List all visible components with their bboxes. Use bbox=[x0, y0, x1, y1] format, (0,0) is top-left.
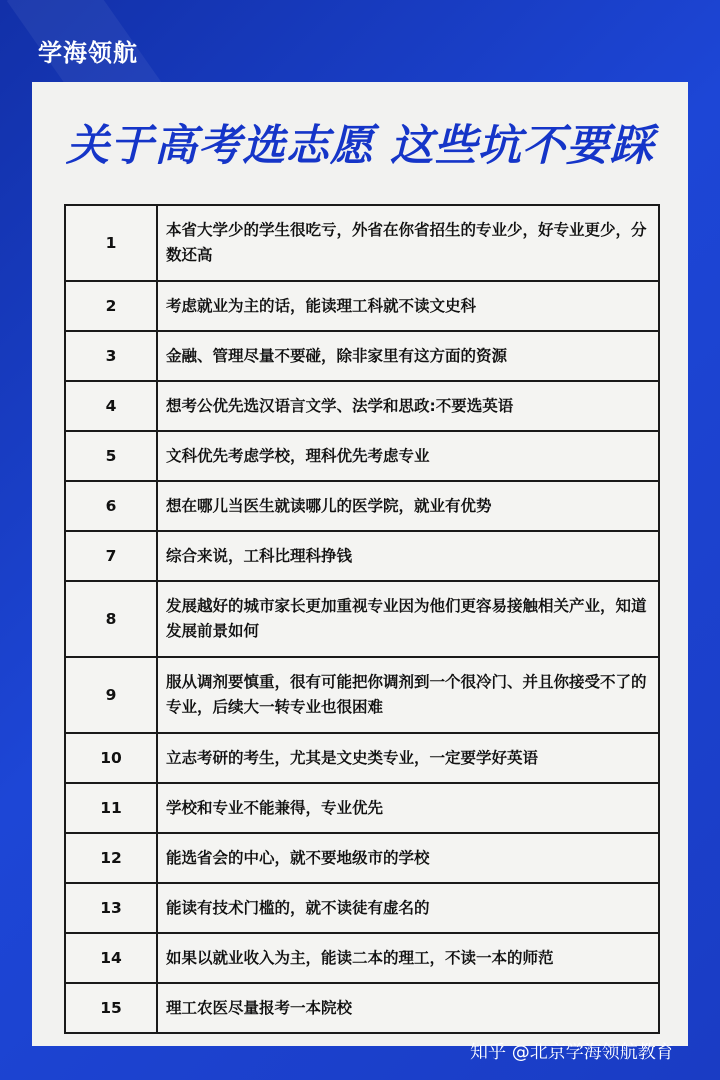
row-number: 14 bbox=[65, 933, 157, 983]
row-text: 如果以就业收入为主，能读二本的理工，不读一本的师范 bbox=[157, 933, 659, 983]
row-number: 2 bbox=[65, 281, 157, 331]
row-number: 8 bbox=[65, 581, 157, 657]
table-row bbox=[65, 657, 659, 733]
row-text: 理工农医尽量报考一本院校 bbox=[157, 983, 659, 1033]
table-row bbox=[65, 933, 659, 983]
table-row bbox=[65, 531, 659, 581]
row-text: 金融、管理尽量不要碰，除非家里有这方面的资源 bbox=[157, 331, 659, 381]
table-row bbox=[65, 783, 659, 833]
table-row bbox=[65, 331, 659, 381]
row-number: 9 bbox=[65, 657, 157, 733]
row-number: 7 bbox=[65, 531, 157, 581]
row-number: 15 bbox=[65, 983, 157, 1033]
row-number: 5 bbox=[65, 431, 157, 481]
tips-table bbox=[64, 204, 660, 1034]
table-row bbox=[65, 481, 659, 531]
row-text: 立志考研的考生，尤其是文史类专业，一定要学好英语 bbox=[157, 733, 659, 783]
row-text: 综合来说，工科比理科挣钱 bbox=[157, 531, 659, 581]
watermark: 知乎 @北京学海领航教育 bbox=[470, 1042, 674, 1063]
row-text: 服从调剂要慎重，很有可能把你调剂到一个很冷门、并且你接受不了的专业，后续大一转专业也很困难 bbox=[157, 657, 659, 733]
row-text: 想考公优先选汉语言文学、法学和思政:不要选英语 bbox=[157, 381, 659, 431]
page-title: 关于高考选志愿 这些坑不要踩 bbox=[66, 121, 654, 171]
table-row bbox=[65, 431, 659, 481]
row-text: 发展越好的城市家长更加重视专业因为他们更容易接触相关产业，知道发展前景如何 bbox=[157, 581, 659, 657]
row-text: 文科优先考虑学校，理科优先考虑专业 bbox=[157, 431, 659, 481]
table-row bbox=[65, 883, 659, 933]
row-text: 能读有技术门槛的，就不读徒有虚名的 bbox=[157, 883, 659, 933]
row-number: 13 bbox=[65, 883, 157, 933]
table-row bbox=[65, 983, 659, 1033]
row-number: 12 bbox=[65, 833, 157, 883]
table-row bbox=[65, 581, 659, 657]
row-number: 4 bbox=[65, 381, 157, 431]
row-number: 11 bbox=[65, 783, 157, 833]
row-text: 考虑就业为主的话，能读理工科就不读文史科 bbox=[157, 281, 659, 331]
row-text: 能选省会的中心，就不要地级市的学校 bbox=[157, 833, 659, 883]
row-text: 学校和专业不能兼得，专业优先 bbox=[157, 783, 659, 833]
row-text: 本省大学少的学生很吃亏，外省在你省招生的专业少，好专业更少，分数还高 bbox=[157, 205, 659, 281]
table-row bbox=[65, 281, 659, 331]
row-number: 10 bbox=[65, 733, 157, 783]
table-row bbox=[65, 205, 659, 281]
row-text: 想在哪儿当医生就读哪儿的医学院，就业有优势 bbox=[157, 481, 659, 531]
table-row bbox=[65, 733, 659, 783]
table-row bbox=[65, 381, 659, 431]
row-number: 6 bbox=[65, 481, 157, 531]
row-number: 1 bbox=[65, 205, 157, 281]
table-row bbox=[65, 833, 659, 883]
row-number: 3 bbox=[65, 331, 157, 381]
brand-logo-text: 学海领航 bbox=[38, 39, 138, 67]
